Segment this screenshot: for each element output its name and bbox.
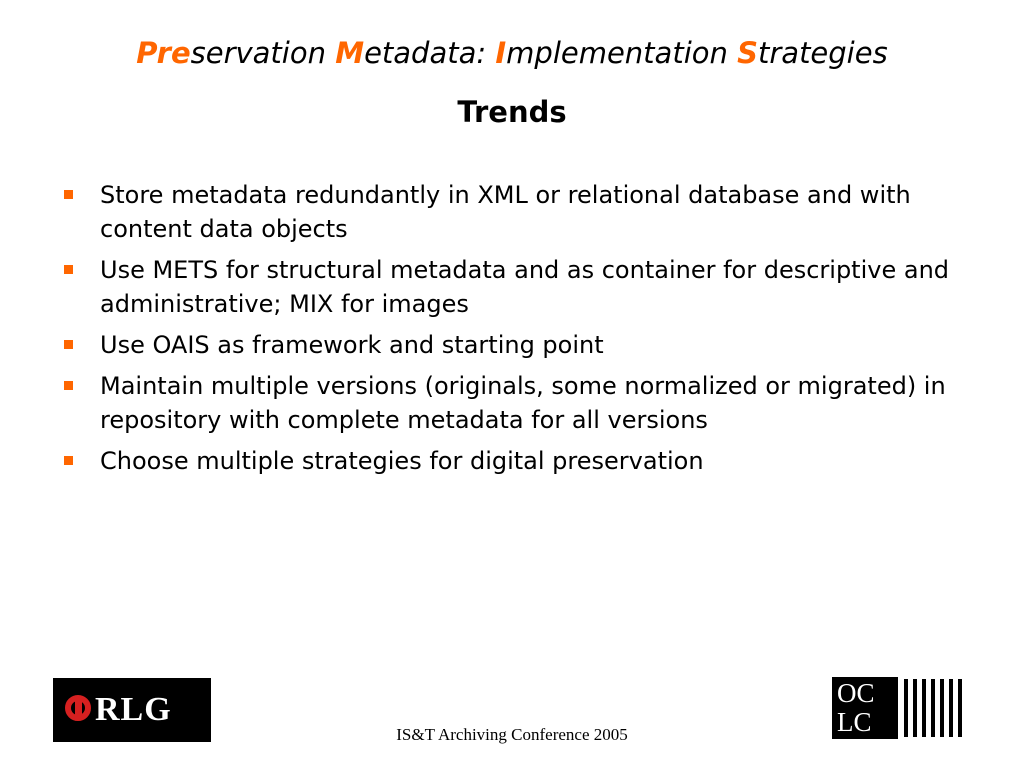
oclc-bar-icon xyxy=(940,679,944,737)
title-text-servation: servation xyxy=(190,36,336,70)
oclc-bar-icon xyxy=(949,679,953,737)
oclc-logo xyxy=(832,677,966,741)
bullet-marker-icon xyxy=(64,381,73,390)
bullet-text: Maintain multiple versions (originals, some normalized or migrated) in repository with complete metadata for all versions xyxy=(100,372,946,434)
title-accent-s: S xyxy=(737,36,758,70)
title-accent-pre: Pre xyxy=(136,36,191,70)
bullet-text: Store metadata redundantly in XML or relational database and with content data objects xyxy=(100,181,911,243)
title-accent-i: I xyxy=(495,36,507,70)
oclc-bar-icon xyxy=(931,679,935,737)
rlg-logo-text: RLG xyxy=(95,691,172,728)
title-text-mplementation: mplementation xyxy=(506,36,738,70)
bullet-marker-icon xyxy=(64,190,73,199)
title-text-etadata: etadata: xyxy=(364,36,496,70)
rlg-ring-center-icon xyxy=(75,701,82,715)
bullet-item xyxy=(64,444,954,478)
bullet-text: Use OAIS as framework and starting point xyxy=(100,331,604,359)
oclc-logo-text-top: OC xyxy=(837,678,875,708)
slide-title xyxy=(0,36,1024,70)
bullet-marker-icon xyxy=(64,340,73,349)
bullet-list xyxy=(64,178,954,485)
oclc-bar-icon xyxy=(913,679,917,737)
bullet-text: Use METS for structural metadata and as container for descriptive and administrative; MIX for images xyxy=(100,256,950,318)
bullet-item xyxy=(64,253,954,321)
title-text-trategies: trategies xyxy=(758,36,888,70)
oclc-logo-text-bottom: LC xyxy=(837,707,872,737)
bullet-marker-icon xyxy=(64,265,73,274)
footer-conference: IS&T Archiving Conference 2005 xyxy=(396,725,628,744)
bullet-item xyxy=(64,178,954,246)
oclc-bar-icon xyxy=(922,679,926,737)
bullet-item xyxy=(64,369,954,437)
oclc-bar-icon xyxy=(904,679,908,737)
slide-subtitle: Trends xyxy=(457,95,567,129)
oclc-logo-box xyxy=(832,677,898,739)
title-accent-m: M xyxy=(335,36,365,70)
bullet-item xyxy=(64,328,954,362)
bullet-marker-icon xyxy=(64,456,73,465)
bullet-text: Choose multiple strategies for digital preservation xyxy=(100,447,704,475)
oclc-bar-icon xyxy=(958,679,962,737)
